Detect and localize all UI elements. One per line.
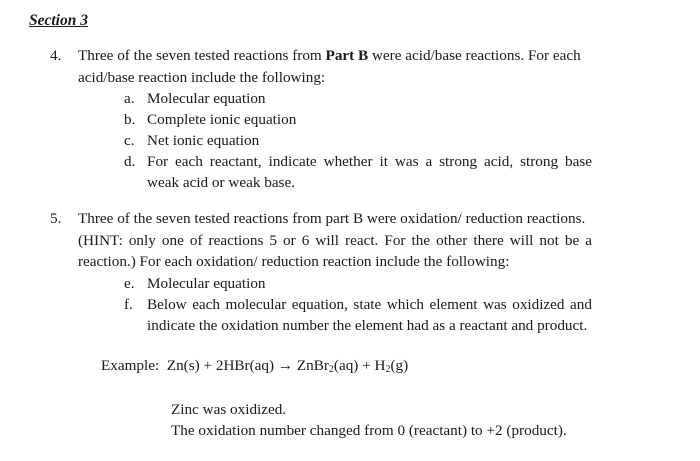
example-equation <box>101 357 408 375</box>
question-4-line-2: acid/base reaction include the following: <box>78 69 326 86</box>
list-marker-b: b. <box>124 111 136 128</box>
list-item-d-line-2: weak acid or weak base. <box>147 174 296 191</box>
equation-product-znbr: ZnBr <box>293 357 329 374</box>
arrow-icon: → <box>277 357 294 374</box>
section-title: Section 3 <box>29 12 88 29</box>
question-4-text-cont: were acid/base reactions. For each <box>368 47 581 64</box>
list-item-d-line-1: For each reactant, indicate whether it was a strong acid, strong base <box>147 153 592 170</box>
list-item-b: Complete ionic equation <box>147 111 297 128</box>
equation-product-g: (g) <box>390 357 409 374</box>
equation-reactants: Zn(s) + 2HBr(aq) <box>166 357 278 374</box>
question-5-line-3: reaction.) For each oxidation/ reduction reaction include the following: <box>78 253 510 270</box>
list-item-e: Molecular equation <box>147 275 266 292</box>
question-4-bold-part-b: Part B <box>325 47 369 64</box>
list-marker-f: f. <box>124 296 133 313</box>
question-4-line-1 <box>78 47 581 65</box>
list-marker-e: e. <box>124 275 135 292</box>
example-answer-line-2: The oxidation number changed from 0 (reactant) to +2 (product). <box>171 422 567 439</box>
list-item-f-line-2: indicate the oxidation number the element had as a reactant and product. <box>147 317 588 334</box>
list-marker-c: c. <box>124 132 135 149</box>
question-5-number: 5. <box>50 210 62 227</box>
list-marker-a: a. <box>124 90 135 107</box>
question-4-text: Three of the seven tested reactions from <box>78 47 326 64</box>
list-marker-d: d. <box>124 153 136 170</box>
list-item-c: Net ionic equation <box>147 132 260 149</box>
list-item-a: Molecular equation <box>147 90 266 107</box>
example-answer-line-1: Zinc was oxidized. <box>171 401 287 418</box>
subscript: 2 <box>328 364 334 375</box>
subscript: 2 <box>385 364 391 375</box>
question-5-line-2: (HINT: only one of reactions 5 or 6 will react. For the other there will not be a <box>78 232 592 249</box>
question-4-number: 4. <box>50 47 62 64</box>
example-label: Example: <box>101 357 160 374</box>
list-item-f-line-1: Below each molecular equation, state which element was oxidized and <box>147 296 592 313</box>
equation-product-h: (aq) + H <box>333 357 386 374</box>
question-5-line-1: Three of the seven tested reactions from part B were oxidation/ reduction reactions. <box>78 210 586 227</box>
